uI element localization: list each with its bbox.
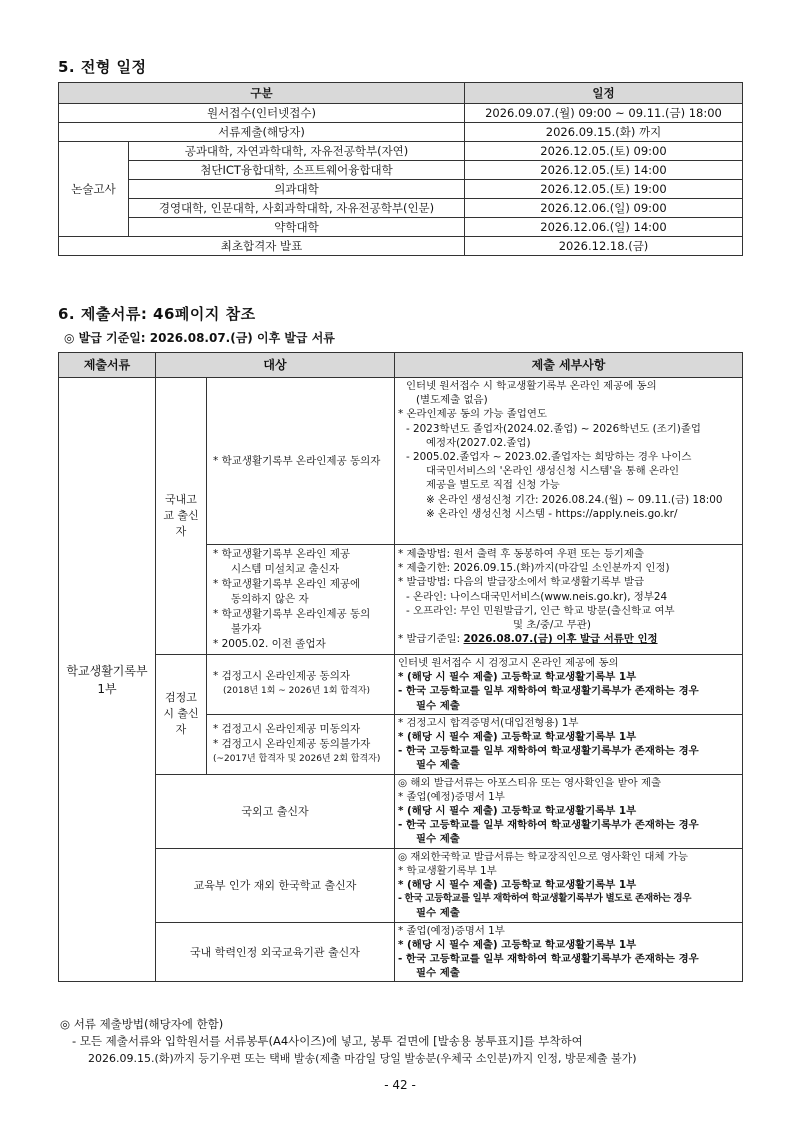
schedule-header-category: 구분 [59, 83, 465, 104]
schedule-row [59, 180, 743, 199]
details-line-bold: 필수 제출 [416, 699, 460, 712]
schedule-table [58, 82, 743, 256]
details-line: * 제출방법: 원서 출력 후 동봉하여 우편 또는 등기제출 [398, 548, 644, 560]
details-cell [395, 655, 743, 715]
target-overseas: 교육부 인가 재외 한국학교 출신자 [156, 848, 395, 922]
details-line: - 2023학년도 졸업자(2024.02.졸업) ~ 2026학년도 (조기)졸업 [406, 422, 701, 435]
target-line: * 검정고시 온라인제공 미동의자 [213, 722, 361, 735]
basis-prefix: * 발급기준일: [398, 633, 464, 646]
details-line-bold: * (해당 시 필수 제출) 고등학교 학교생활기록부 1부 [398, 671, 637, 684]
target-line: 불가자 [231, 623, 262, 635]
details-line-bold: - 한국 고등학교를 일부 재학하여 학교생활기록부가 존재하는 경우 [398, 745, 699, 758]
target-line: * 학교생활기록부 온라인 제공 [213, 548, 350, 560]
details-line-bold: - 한국 고등학교를 일부 재학하여 학교생활기록부가 존재하는 경우 [398, 685, 699, 698]
schedule-label: 경영대학, 인문대학, 사회과학대학, 자유전공학부(인문) [129, 199, 465, 218]
submission-method-heading: ◎ 서류 제출방법(해당자에 한함) [60, 1017, 224, 1031]
basis-value: 2026.08.07.(금) 이후 발급 서류만 인정 [463, 633, 658, 646]
documents-header-target: 대상 [156, 353, 395, 378]
documents-row [59, 922, 743, 982]
details-line: 및 초/중/고 무관) [513, 619, 591, 632]
schedule-row [59, 218, 743, 237]
details-line: - 온라인: 나이스대국민서비스(www.neis.go.kr), 정부24 [406, 590, 668, 603]
details-line: (별도제출 없음) [416, 394, 488, 407]
schedule-label: 최초합격자 발표 [59, 237, 465, 256]
documents-row [59, 378, 743, 545]
details-line: ※ 온라인 생성신청 시스템 - https://apply.neis.go.kr/ [426, 507, 678, 520]
page-number: - 42 - [384, 1078, 416, 1092]
details-line-bold: * (해당 시 필수 제출) 고등학교 학교생활기록부 1부 [398, 731, 637, 744]
details-line: * 졸업(예정)증명서 1부 [398, 790, 505, 803]
target-note: (2018년 1회 ~ 2026년 1회 합격자) [223, 686, 370, 697]
group-domestic: 국내고교 출신자 [156, 378, 207, 655]
details-line-bold: 필수 제출 [416, 833, 460, 846]
group-ged: 검정고시 출신자 [156, 655, 207, 775]
details-line: * 검정고시 합격증명서(대입전형용) 1부 [398, 716, 579, 729]
documents-row [59, 655, 743, 715]
essay-exam-label: 논술고사 [59, 142, 129, 237]
schedule-date: 2026.12.05.(토) 09:00 [465, 142, 743, 161]
details-line: * 발급방법: 다음의 발급장소에서 학교생활기록부 발급 [398, 576, 645, 589]
details-line-bold: * (해당 시 필수 제출) 고등학교 학교생활기록부 1부 [398, 938, 637, 951]
schedule-label: 의과대학 [129, 180, 465, 199]
target-note: (~2017년 합격자 및 2026년 2회 합격자) [213, 753, 381, 764]
schedule-header-date: 일정 [465, 83, 743, 104]
details-line-bold: 필수 제출 [416, 907, 460, 920]
details-line-bold: 필수 제출 [416, 759, 460, 772]
documents-header-details: 제출 세부사항 [395, 353, 743, 378]
details-line: * 제출기한: 2026.09.15.(화)까지(마감일 소인분까지 인정) [398, 562, 670, 575]
details-line-bold: - 한국 고등학교를 일부 재학하여 학교생활기록부가 존재하는 경우 [398, 819, 699, 832]
documents-row [59, 848, 743, 922]
schedule-label: 원서접수(인터넷접수) [59, 104, 465, 123]
target-line: * 2005.02. 이전 졸업자 [213, 638, 326, 650]
details-cell [395, 774, 743, 848]
details-line: 인터넷 원서접수 시 검정고시 온라인 제공에 동의 [398, 657, 619, 669]
target-line: * 학교생활기록부 온라인제공 동의 [213, 608, 371, 620]
details-cell [395, 714, 743, 774]
details-cell [395, 848, 743, 922]
schedule-date: 2026.09.15.(화) 까지 [465, 123, 743, 142]
target-line: 동의하지 않은 자 [231, 593, 309, 605]
target-foreign: 국외고 출신자 [156, 774, 395, 848]
schedule-row [59, 199, 743, 218]
schedule-date: 2026.12.06.(일) 14:00 [465, 218, 743, 237]
target-text: * 학교생활기록부 온라인제공 동의자 [213, 454, 381, 467]
details-line: * 졸업(예정)증명서 1부 [398, 924, 505, 937]
schedule-label: 서류제출(해당자) [59, 123, 465, 142]
details-line: * 학교생활기록부 1부 [398, 864, 497, 877]
details-line: - 2005.02.졸업자 ~ 2023.02.졸업자는 희망하는 경우 나이스 [406, 451, 692, 464]
details-line-bold: * (해당 시 필수 제출) 고등학교 학교생활기록부 1부 [398, 879, 637, 892]
documents-row [59, 774, 743, 848]
target-cell [207, 378, 395, 545]
schedule-row [59, 142, 743, 161]
documents-header-doc: 제출서류 [59, 353, 156, 378]
schedule-label: 공과대학, 자연과학대학, 자유전공학부(자연) [129, 142, 465, 161]
target-cell [207, 655, 395, 715]
target-line: 시스템 미설치교 출신자 [231, 563, 340, 575]
schedule-label: 첨단ICT융합대학, 소프트웨어융합대학 [129, 161, 465, 180]
details-line [398, 632, 739, 646]
target-cell [207, 545, 395, 655]
details-line: * 온라인제공 동의 가능 졸업연도 [398, 408, 547, 421]
target-line: * 검정고시 온라인제공 동의불가자 [213, 737, 371, 750]
details-cell [395, 545, 743, 655]
schedule-date: 2026.12.05.(토) 19:00 [465, 180, 743, 199]
target-line: * 학교생활기록부 온라인 제공에 [213, 578, 361, 590]
target-intl: 국내 학력인정 외국교육기관 출신자 [156, 922, 395, 982]
details-line-bold: - 한국 고등학교를 일부 재학하여 학교생활기록부가 존재하는 경우 [398, 953, 699, 966]
details-line: ◎ 해외 발급서류는 아포스티유 또는 영사확인을 받아 제출 [398, 776, 662, 789]
schedule-header-row [59, 83, 743, 104]
schedule-date: 2026.12.05.(토) 14:00 [465, 161, 743, 180]
details-line: - 오프라인: 무인 민원발급기, 인근 학교 방문(출신학교 여부 [406, 604, 675, 617]
details-cell [395, 378, 743, 545]
schedule-date: 2026.12.18.(금) [465, 237, 743, 256]
schedule-row [59, 161, 743, 180]
details-line: 예정자(2027.02.졸업) [426, 436, 531, 449]
target-cell [207, 714, 395, 774]
details-line-bold: * (해당 시 필수 제출) 고등학교 학교생활기록부 1부 [398, 805, 637, 818]
submission-method-line: - 모든 제출서류와 입학원서를 서류봉투(A4사이즈)에 넣고, 봉투 겉면에 [발송용 봉투표지]를 부착하여 [72, 1034, 583, 1048]
schedule-date: 2026.09.07.(월) 09:00 ~ 09.11.(금) 18:00 [465, 104, 743, 123]
details-line: 인터넷 원서접수 시 학교생활기록부 온라인 제공에 동의 [406, 380, 657, 392]
schedule-date: 2026.12.06.(일) 09:00 [465, 199, 743, 218]
details-line-bold: - 한국 고등학교를 일부 재학하여 학교생활기록부가 별도로 존재하는 경우 [398, 893, 692, 905]
section6-title: 6. 제출서류: 46페이지 참조 [58, 305, 256, 323]
schedule-row [59, 237, 743, 256]
details-line: ◎ 재외한국학교 발급서류는 학교장직인으로 영사확인 대체 가능 [398, 850, 688, 863]
doc-name: 학교생활기록부 1부 [59, 378, 156, 982]
documents-table [58, 352, 743, 982]
details-line: ※ 온라인 생성신청 기간: 2026.08.24.(월) ~ 09.11.(금) 18:00 [426, 493, 723, 506]
details-line-bold: 필수 제출 [416, 967, 460, 980]
submission-method-line: 2026.09.15.(화)까지 등기우편 또는 택배 발송(제출 마감일 당일 발송분(우체국 소인분)까지 인정, 방문제출 불가) [88, 1052, 637, 1065]
documents-header-row [59, 353, 743, 378]
details-cell [395, 922, 743, 982]
section5-title: 5. 전형 일정 [58, 58, 147, 76]
issue-date-note: ◎ 발급 기준일: 2026.08.07.(금) 이후 발급 서류 [64, 331, 335, 345]
schedule-label: 약학대학 [129, 218, 465, 237]
details-line: 대국민서비스의 '온라인 생성신청 시스템'을 통해 온라인 [426, 465, 680, 478]
schedule-row [59, 104, 743, 123]
target-line: * 검정고시 온라인제공 동의자 [213, 670, 350, 683]
schedule-row [59, 123, 743, 142]
details-line: 제공을 별도로 직접 신청 가능 [426, 479, 560, 492]
